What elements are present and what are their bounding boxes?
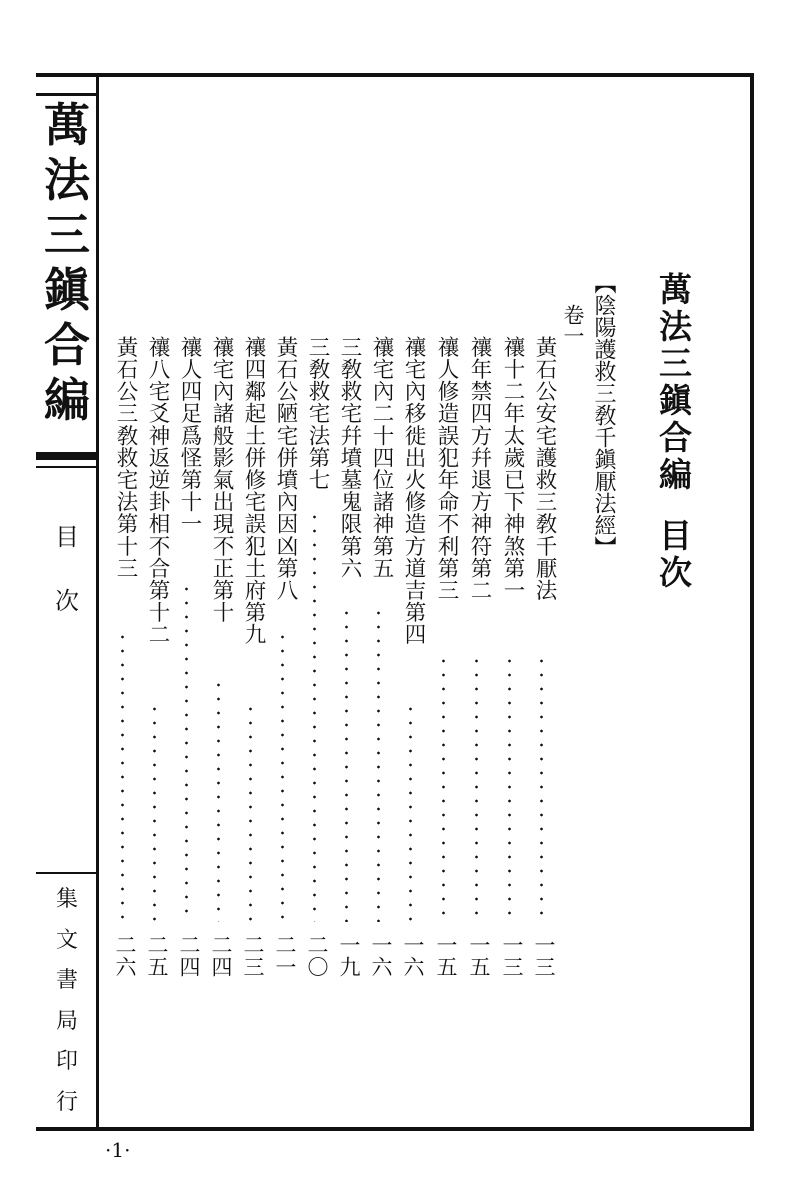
leader-dots — [345, 606, 348, 922]
toc-entry-title: 禳四鄰起土併修宅誤犯土府第九 — [241, 336, 266, 646]
toc-entry-page: 一六 — [369, 934, 393, 978]
spine-label-char: 次 — [55, 587, 79, 615]
toc-entry-title: 三敎救宅法第七 — [305, 336, 330, 491]
publisher-char: 行 — [55, 1089, 78, 1115]
leader-dots — [281, 630, 284, 922]
document-subtitle: 目次 — [654, 518, 693, 592]
spine-title — [40, 98, 94, 428]
spine-title-char: 法 — [44, 153, 90, 207]
leader-dots — [249, 702, 252, 922]
leader-dots — [540, 654, 543, 922]
toc-entry-page: 一六 — [401, 934, 425, 978]
publisher-char: 書 — [55, 968, 78, 993]
toc-entry-title: 三敎救宅幷墳墓鬼限第六 — [337, 336, 362, 580]
toc-entry-title: 禳八宅爻神返逆卦相不合第十二 — [145, 336, 170, 646]
spine-title-char: 萬 — [44, 98, 90, 152]
spine-label-char: 目 — [55, 523, 79, 551]
leader-dots — [153, 702, 156, 922]
page-number: ·1· — [105, 1138, 131, 1162]
spine-rule-lower — [36, 872, 96, 874]
publisher-char: 文 — [55, 927, 78, 953]
toc-entry-page: 一三 — [532, 934, 556, 978]
toc-entry-page: 一五 — [434, 934, 458, 978]
spine-label — [40, 505, 94, 633]
toc-entry-title: 禳宅內諸般影氣出現不正第十 — [209, 336, 234, 624]
spine-title-char: 鎭 — [44, 263, 90, 317]
toc-entry-title: 黃石公安宅護救三敎千厭法 — [532, 336, 557, 602]
spine-rule-top — [36, 93, 96, 96]
toc-entry-page: 二六 — [113, 934, 137, 978]
toc-entry-title: 禳人四足爲怪第十一 — [177, 336, 202, 535]
document-title — [650, 272, 697, 592]
toc-entry-page: 二三 — [241, 934, 265, 978]
toc-entry-page: 二〇 — [305, 934, 329, 978]
leader-dots — [442, 654, 445, 922]
volume-label: 卷一 — [561, 304, 585, 346]
leader-dots — [377, 606, 380, 922]
leader-dots — [409, 702, 412, 922]
toc-entry-title: 黃石公陋宅併墳內因凶第八 — [273, 336, 298, 602]
leader-dots — [121, 630, 124, 922]
toc-entry-title: 禳宅內移徙出火修造方道吉第四 — [401, 336, 426, 646]
leader-dots — [217, 678, 220, 922]
spine-title-char: 三 — [44, 208, 90, 262]
toc-entry-title: 禳年禁四方幷退方神符第二 — [467, 336, 492, 602]
document-title-text: 萬法三鎭合編 — [654, 272, 693, 494]
toc-entry-page: 二四 — [177, 934, 201, 978]
spine-rule-thin — [36, 466, 96, 468]
toc-entry-title: 禳宅內二十四位諸神第五 — [369, 336, 394, 580]
spine-title-char: 合 — [44, 318, 90, 372]
toc-entry-page: 二一 — [273, 934, 297, 978]
toc-entry-page: 二四 — [209, 934, 233, 978]
toc-entry-page: 一三 — [500, 934, 524, 978]
toc-entry-page: 二五 — [145, 934, 169, 978]
toc-entry-page: 一五 — [467, 934, 491, 978]
publisher-char: 印 — [55, 1049, 78, 1074]
publisher-char: 局 — [55, 1008, 78, 1034]
spine-rule-thick — [36, 452, 96, 460]
leader-dots — [185, 582, 188, 922]
toc-entry-title: 黃石公三敎救宅法第十三 — [113, 336, 138, 580]
publisher-char: 集 — [55, 887, 78, 912]
section-heading: 【陰陽護救三敎千鎭厭法經】 — [591, 272, 616, 558]
leader-dots — [508, 654, 511, 922]
leader-dots — [313, 510, 316, 922]
leader-dots — [475, 654, 478, 922]
spine-divider — [96, 73, 99, 1131]
toc-entry-title: 禳十二年太歲已下神煞第一 — [500, 336, 525, 602]
toc-entry-page: 一九 — [337, 934, 361, 978]
spine-title-char: 編 — [44, 373, 90, 427]
toc-entry-title: 禳人修造誤犯年命不利第三 — [434, 336, 459, 602]
publisher-imprint — [40, 880, 94, 1123]
